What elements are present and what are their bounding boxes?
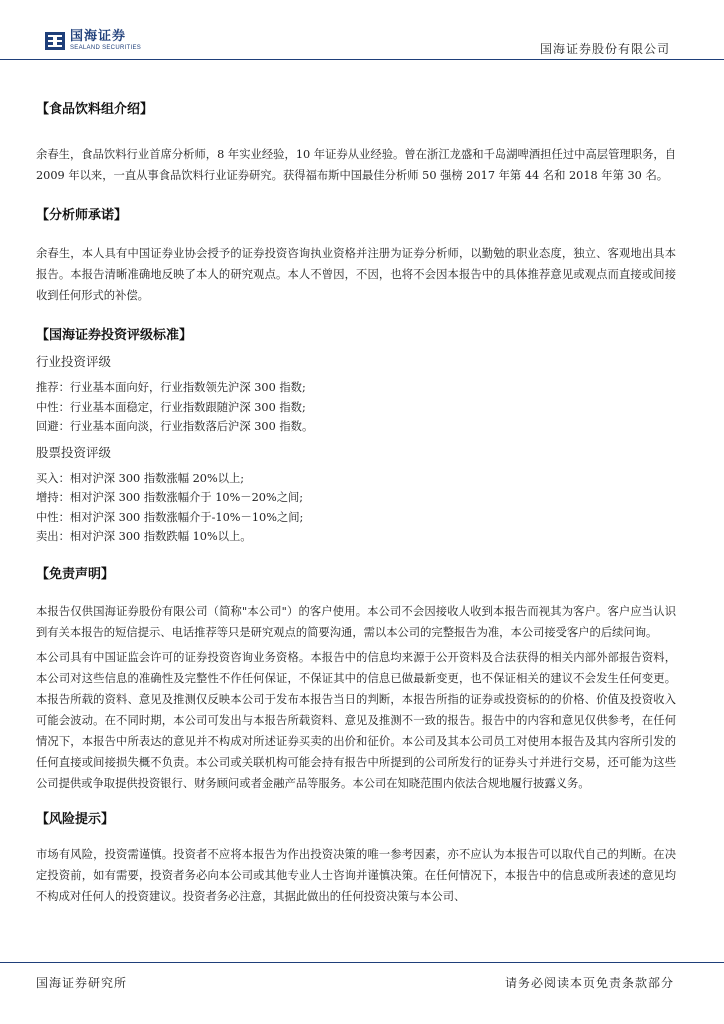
company-logo [44, 30, 141, 52]
logo-chinese-name: 国海证券 [70, 29, 127, 44]
stock-rating-sell: 卖出：相对沪深 300 指数跌幅 10%以上。 [36, 530, 252, 543]
intro-paragraph: 余春生，食品饮料行业首席分析师，8 年实业经验，10 年证券从业经验。曾在浙江龙盛和千岛湖啤酒担任过中高层管理职务，自 2009 年以来，一直从事食品饮料行业证券研究。获得福布斯中国最佳分析师 50 强榜 2017 年第 44 名和 2018 年第 30 名。 [36, 148, 676, 182]
header-divider [0, 59, 724, 60]
footer-divider [0, 962, 724, 963]
section-title-intro: 【食品饮料组介绍】 [36, 102, 154, 117]
logo-english-name: SEALAND SECURITIES [70, 45, 142, 51]
header-company-name: 国海证券股份有限公司 [539, 42, 670, 56]
commitment-paragraph: 余春生，本人具有中国证券业协会授予的证券投资咨询执业资格并注册为证券分析师，以勤勉的职业态度，独立、客观地出具本报告。本报告清晰准确地反映了本人的研究观点。本人不曾因，不因，也将不会因本报告中的具体推荐意见或观点而直接或间接收到任何形式的补偿。 [36, 247, 676, 302]
section-title-rating: 【国海证券投资评级标准】 [36, 328, 193, 343]
disclaimer-paragraph-2: 本公司具有中国证监会许可的证券投资咨询业务资格。本报告中的信息均来源于公开资料及合法获得的相关内部外部报告资料，本公司对这些信息的准确性及完整性不作任何保证，不保证其中的信息已做最新变更，也不保证相关的建议不会发生任何变更。本报告所载的资料、意见及推测仅反映本公司于发布本报告当日的判断，本报告所指的证券或投资标的的价格、价值及投资收入可能会波动。在不同时期，本公司可发出与本报告所载资料、意见及推测不一致的报告。报告中的内容和意见仅供参考，在任何情况下，本报告中所表达的意见并不构成对所述证券买卖的出价和征价。本公司及其本公司员工对使用本报告及其内容所引发的任何直接或间接损失概不负责。本公司或关联机构可能会持有报告中所提到的公司所发行的证券头寸并进行交易，还可能为这些公司提供或争取提供投资银行、财务顾问或者金融产品等服务。本公司在知晓范围内依法合规地履行披露义务。 [36, 650, 676, 790]
stock-rating-list [36, 469, 676, 547]
section-title-commitment: 【分析师承诺】 [36, 208, 128, 223]
industry-rating-avoid: 回避：行业基本面向淡，行业指数落后沪深 300 指数。 [36, 420, 314, 433]
section-title-disclaimer: 【免责声明】 [36, 566, 115, 582]
section-title-risk: 【风险提示】 [36, 811, 115, 827]
document-body [36, 100, 676, 907]
stock-rating-label: 股票投资评级 [36, 444, 112, 460]
stock-rating-buy: 买入：相对沪深 300 指数涨幅 20%以上; [36, 471, 245, 485]
industry-rating-list [36, 378, 676, 437]
industry-rating-neutral: 中性：行业基本面稳定，行业指数跟随沪深 300 指数; [36, 400, 306, 414]
sealand-logo-icon [44, 30, 66, 52]
industry-rating-recommend: 推荐：行业基本面向好，行业指数领先沪深 300 指数; [36, 381, 306, 394]
stock-rating-overweight: 增持：相对沪深 300 指数涨幅介于 10%－20%之间; [36, 491, 304, 504]
footer-institute-name: 国海证券研究所 [36, 976, 128, 990]
footer-disclaimer-note: 请务必阅读本页免责条款部分 [504, 976, 674, 990]
industry-rating-label: 行业投资评级 [36, 354, 112, 369]
risk-paragraph: 市场有风险，投资需谨慎。投资者不应将本报告为作出投资决策的唯一参考因素，亦不应认为本报告可以取代自己的判断。在决定投资前，如有需要，投资者务必向本公司或其他专业人士咨询并谨慎决策。在任何情况下，本报告中的信息或所表述的意见均不构成对任何人的投资建议。投资者务必注意，其据此做出的任何投资决策与本公司、 [36, 847, 676, 903]
stock-rating-neutral: 中性：相对沪深 300 指数涨幅介于-10%－10%之间; [36, 510, 304, 524]
disclaimer-paragraph-1: 本报告仅供国海证券股份有限公司（简称"本公司"）的客户使用。本公司不会因接收人收到本报告而视其为客户。客户应当认识到有关本报告的短信提示、电话推荐等只是研究观点的简要沟通，需以本公司的完整报告为准，本公司接受客户的后续问询。 [36, 604, 676, 639]
page-header [0, 0, 724, 62]
